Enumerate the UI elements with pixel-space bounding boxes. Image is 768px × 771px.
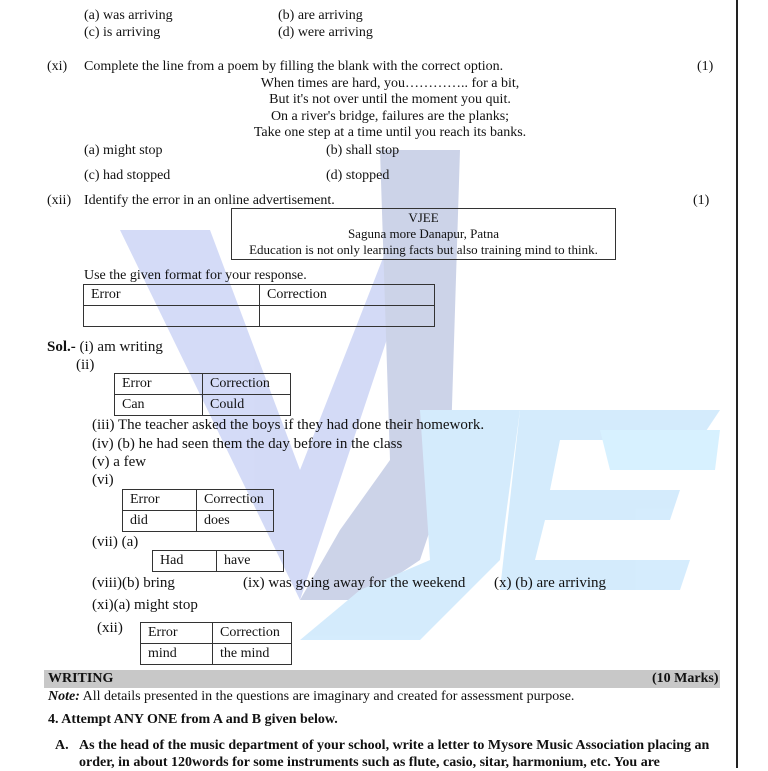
q12-number: (xii) [47,193,72,208]
ad-address: Saguna more Danapur, Patna [347,226,500,241]
answer-vi-label: (vi) [92,472,114,488]
q12-question: Identify the error in an online advertisement. [84,193,335,208]
part-a-line2: order, in about 120words for some instruments such as flute, casio, sitar, harmonium, etc. You are [79,755,660,770]
q11-question: Complete the line from a poem by filling the blank with the correct option. [84,59,504,74]
answer-vii-label: (vii) (a) [92,534,139,550]
answer-vii-table [152,550,284,572]
writing-title: WRITING [48,671,114,686]
writing-note [48,689,574,705]
cell-header: Correction [213,623,292,644]
q10-option-d: (d) were arriving [278,25,373,40]
advertisement-box [231,208,616,260]
cell-value: does [197,511,274,532]
blank-cell [84,306,260,327]
cell-value: Had [153,551,217,572]
answer-xi: (xi)(a) might stop [92,597,198,613]
answer-ii-table [114,373,291,416]
cell-header: Error [123,490,197,511]
cell-header: Correction [203,374,291,395]
answer-xii-table [140,622,292,665]
note-label: Note: [48,689,80,704]
q11-option-b: (b) shall stop [326,143,400,158]
solution-block [47,339,163,356]
format-label: Use the given format for your response. [84,268,307,283]
note-text: All details presented in the questions are imaginary and created for assessment purpose. [82,689,575,704]
col-correction: Correction [260,285,435,306]
cell-value: have [217,551,284,572]
answer-v: (v) a few [92,454,147,470]
ad-slogan: Education is not only learning facts but also training mind to think. [249,242,598,257]
cell-header: Error [115,374,203,395]
answer-x: (x) (b) are arriving [494,575,607,591]
question-4: 4. Attempt ANY ONE from A and B given below. [48,712,338,727]
q10-option-a: (a) was arriving [84,8,173,23]
answer-vi-table [122,489,274,532]
q11-marks: (1) [697,59,714,74]
q12-marks: (1) [693,193,710,208]
cell-value: Could [203,395,291,416]
solution-label: Sol.- [47,339,76,355]
poem-line: When times are hard, you………….. for a bit, [260,76,520,91]
poem-line: But it's not over until the moment you quit. [269,92,511,107]
poem-line: On a river's bridge, failures are the planks; [270,109,510,124]
answer-viii: (viii)(b) bring [92,575,175,591]
q11-option-c: (c) had stopped [84,168,171,183]
answer-ix: (ix) was going away for the weekend [243,575,466,591]
answer-iv: (iv) (b) he had seen them the day before in the class [92,436,403,452]
col-error: Error [84,285,260,306]
response-format-table [83,284,435,327]
cell-value: Can [115,395,203,416]
cell-header: Error [141,623,213,644]
cell-header: Correction [197,490,274,511]
poem-line: Take one step at a time until you reach its banks. [253,125,527,140]
q11-option-a: (a) might stop [84,143,163,158]
ad-title: VJEE [408,210,439,225]
answer-ii-label: (ii) [76,357,95,373]
q11-number: (xi) [47,59,68,74]
q11-option-d: (d) stopped [326,168,390,183]
answer-iii: (iii) The teacher asked the boys if they had done their homework. [92,417,485,433]
q10-option-c: (c) is arriving [84,25,161,40]
cell-value: mind [141,644,213,665]
part-a-line1: As the head of the music department of your school, write a letter to Mysore Music Association placing an [79,738,710,753]
q10-option-b: (b) are arriving [278,8,363,23]
part-a-label: A. [55,738,69,753]
writing-marks: (10 Marks) [652,671,719,686]
answer-i: (i) am writing [79,339,163,355]
answer-xii-label: (xii) [97,620,123,636]
cell-value: the mind [213,644,292,665]
writing-header-bar [44,670,720,688]
blank-cell [260,306,435,327]
cell-value: did [123,511,197,532]
